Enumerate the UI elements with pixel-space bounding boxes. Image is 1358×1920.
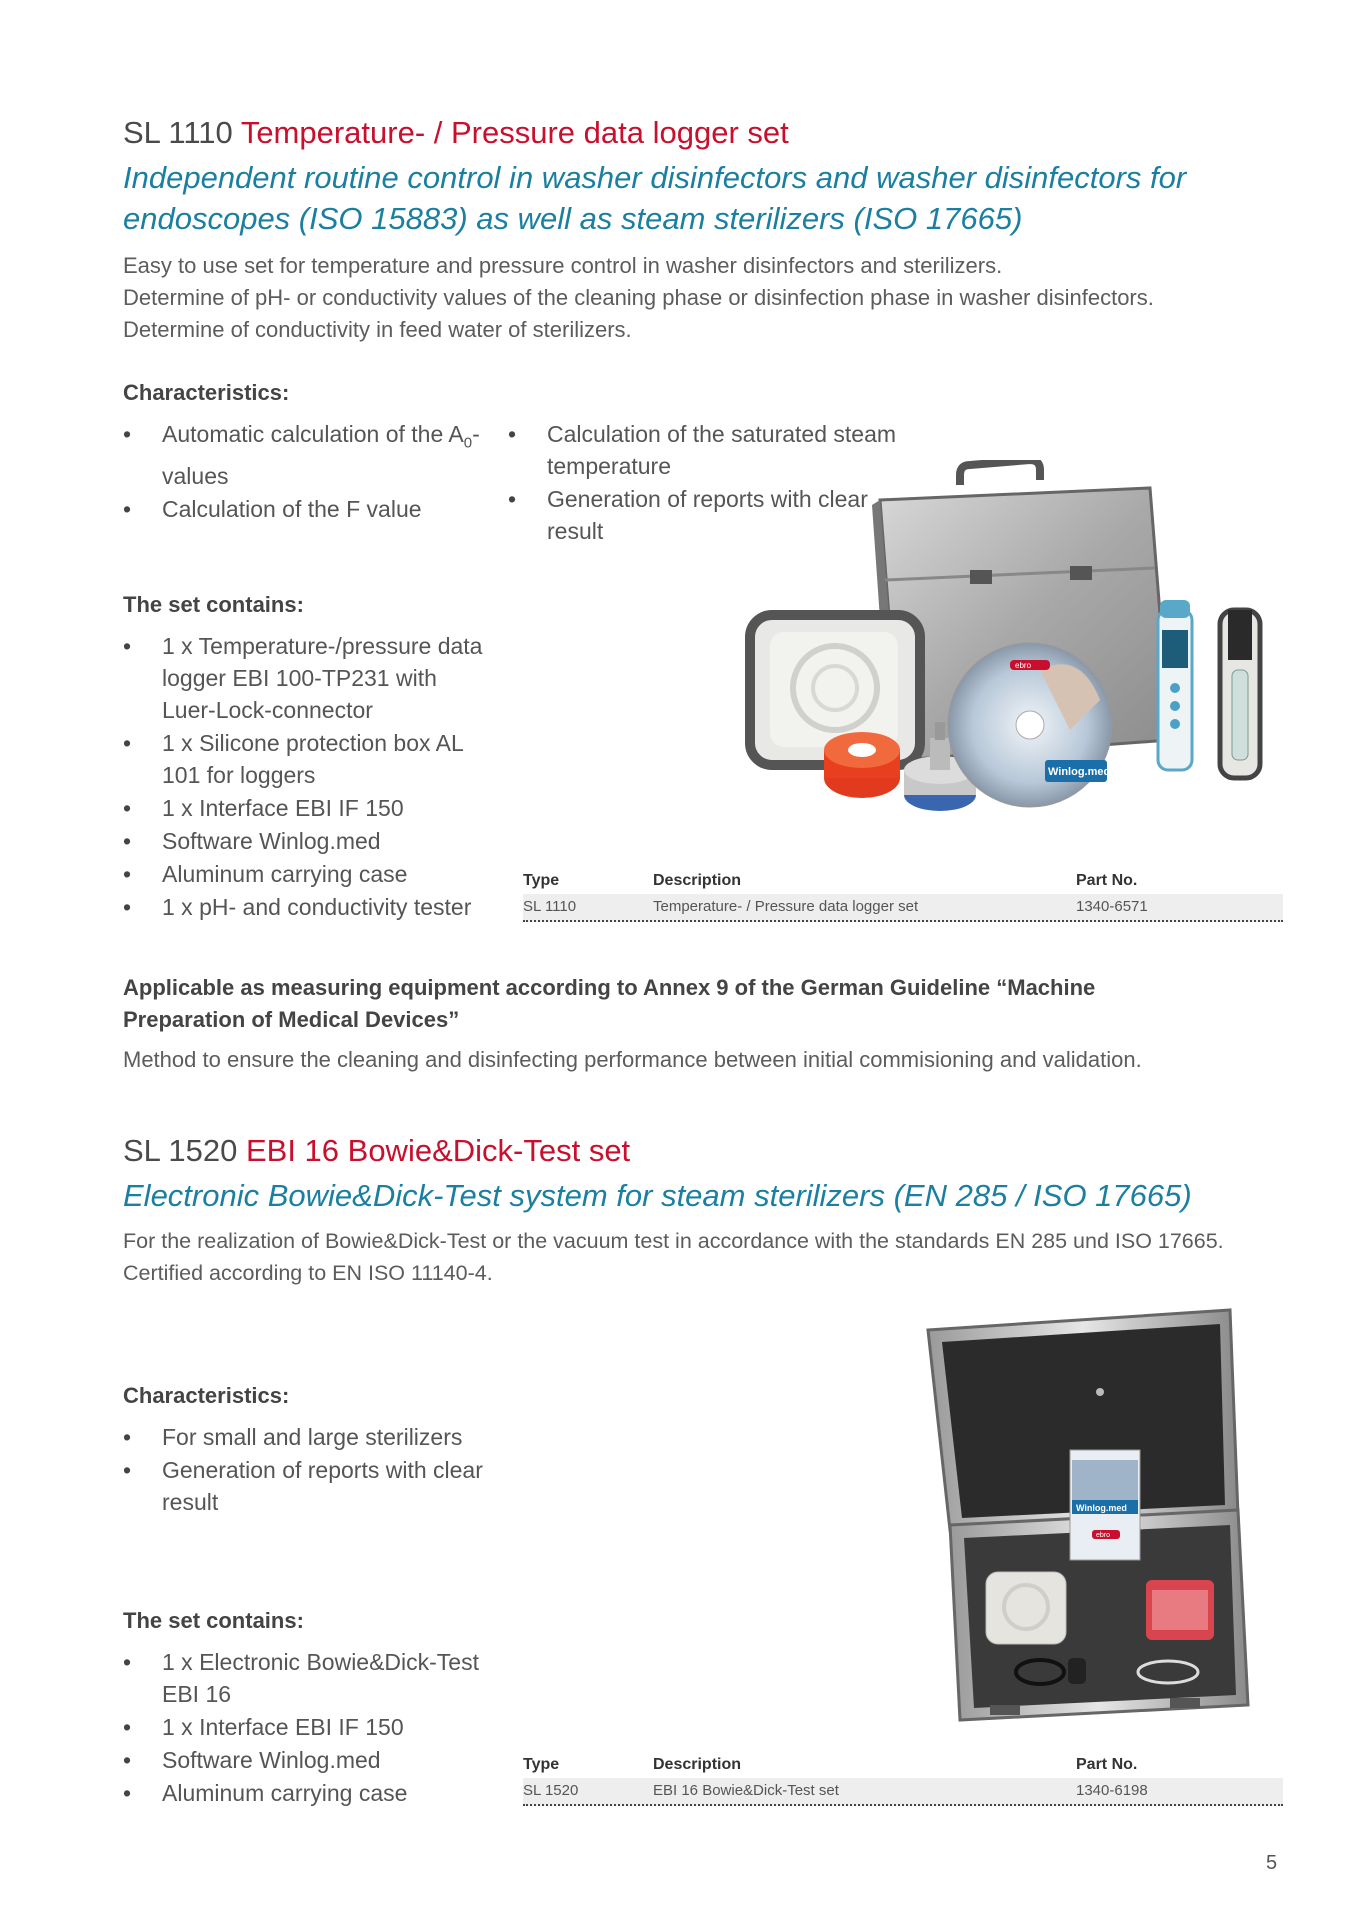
characteristics-list-left: [123, 418, 493, 526]
section2-subtitle: Electronic Bowie&Dick-Test system for steam sterilizers (EN 285 / ISO 17665): [123, 1178, 1192, 1213]
set-contains-list: [123, 630, 493, 924]
intro-line: Easy to use set for temperature and pressure control in washer disinfectors and sterilizers.: [123, 253, 1003, 278]
page-number: 5: [1266, 1852, 1278, 1874]
cd-brand: ebro: [1015, 661, 1032, 670]
list-item: • Generation of reports with clear result: [508, 483, 898, 547]
set-contains-list: [123, 1646, 503, 1810]
software-box-image: [1070, 1450, 1140, 1560]
software-cd-image: [948, 643, 1112, 807]
product-photo-sl1110: [740, 460, 1300, 830]
list-item: • Generation of reports with clear result: [123, 1454, 483, 1518]
list-item: • 1 x Interface EBI IF 150: [123, 792, 493, 824]
list-item: • Aluminum carrying case: [123, 858, 493, 890]
test-pack-image: [1146, 1580, 1214, 1640]
applicable-heading: Applicable as measuring equipment according to Annex 9 of the German Guideline “Machine Preparation of Medical Devices”: [123, 975, 1096, 1032]
list-item: • 1 x Interface EBI IF 150: [123, 1711, 503, 1743]
cd-label: Winlog.med: [1048, 766, 1111, 778]
conductivity-tester-image: [1220, 610, 1260, 778]
section2-intro: [123, 1225, 1323, 1289]
ph-tester-image: [1158, 600, 1192, 770]
list-item: • 1 x pH- and conductivity tester: [123, 891, 493, 923]
section1-code: SL 1110: [123, 115, 233, 150]
box-brand: ebro: [1096, 1532, 1111, 1539]
intro-line: Certified according to EN ISO 11140-4.: [123, 1261, 493, 1285]
col-type-header: Type: [523, 872, 560, 889]
intro-line: Determine of pH- or conductivity values of the cleaning phase or disinfection phase in washer disinfectors.: [123, 285, 1154, 310]
cell-partno: 1340-6198: [1076, 1782, 1148, 1799]
list-item: • 1 x Temperature-/pressure data logger EBI 100-TP231 with Luer-Lock-connector: [123, 630, 493, 726]
table-row: [523, 894, 1283, 922]
box-label: Winlog.med: [1076, 1503, 1127, 1513]
list-item: • 1 x Electronic Bowie&Dick-Test EBI 16: [123, 1646, 503, 1710]
col-description-header: Description: [653, 872, 742, 889]
section1-title-text: Temperature- / Pressure data logger set: [240, 115, 789, 150]
section2-title-text: EBI 16 Bowie&Dick-Test set: [245, 1133, 631, 1168]
list-item: • Software Winlog.med: [123, 1744, 503, 1776]
list-item: • Aluminum carrying case: [123, 1777, 503, 1809]
table-header: [523, 868, 1283, 894]
order-table-sl1520: [523, 1752, 1283, 1806]
cell-description: EBI 16 Bowie&Dick-Test set: [653, 1782, 839, 1799]
intro-line: Determine of conductivity in feed water of sterilizers.: [123, 317, 632, 342]
col-partno-header: Part No.: [1076, 872, 1138, 889]
col-partno-header: Part No.: [1076, 1756, 1138, 1773]
product-photo-sl1520: [920, 1300, 1250, 1730]
cell-type: SL 1520: [523, 1782, 579, 1799]
list-item: • For small and large sterilizers: [123, 1421, 483, 1453]
set-contains-heading: The set contains:: [123, 592, 304, 617]
section1-intro: [123, 250, 1303, 346]
section1-subtitle: Independent routine control in washer disinfectors and washer disinfectors for endoscopes (ISO 15883) as well as steam sterilizers (ISO 17665): [123, 160, 1187, 236]
list-item: • Automatic calculation of the $A_0$-values: [123, 418, 493, 492]
col-description-header: Description: [653, 1756, 742, 1773]
characteristics-list: [123, 1421, 483, 1519]
order-table-sl1110: [523, 868, 1283, 922]
table-row: [523, 1778, 1283, 1806]
applicable-text: Method to ensure the cleaning and disinfecting performance between initial commisioning and validation.: [123, 1047, 1142, 1072]
table-header: [523, 1752, 1283, 1778]
section2-code: SL 1520: [123, 1133, 238, 1168]
list-item: • Calculation of the saturated steam temperature: [508, 418, 898, 482]
list-item: • Software Winlog.med: [123, 825, 493, 857]
cell-partno: 1340-6571: [1076, 898, 1148, 915]
characteristics-heading: Characteristics:: [123, 380, 290, 405]
section2-title: [123, 1133, 630, 1169]
set-contains-heading: The set contains:: [123, 1608, 304, 1633]
section1-title: [123, 115, 789, 151]
intro-line: For the realization of Bowie&Dick-Test or the vacuum test in accordance with the standards EN 285 und ISO 17665.: [123, 1229, 1224, 1253]
cell-description: Temperature- / Pressure data logger set: [653, 898, 919, 915]
cell-type: SL 1110: [523, 898, 577, 915]
col-type-header: Type: [523, 1756, 560, 1773]
list-item: • 1 x Silicone protection box AL 101 for loggers: [123, 727, 493, 791]
characteristics-heading: Characteristics:: [123, 1383, 290, 1408]
list-item: • Calculation of the F value: [123, 493, 493, 525]
bowie-dick-test-device-image: [986, 1572, 1066, 1644]
